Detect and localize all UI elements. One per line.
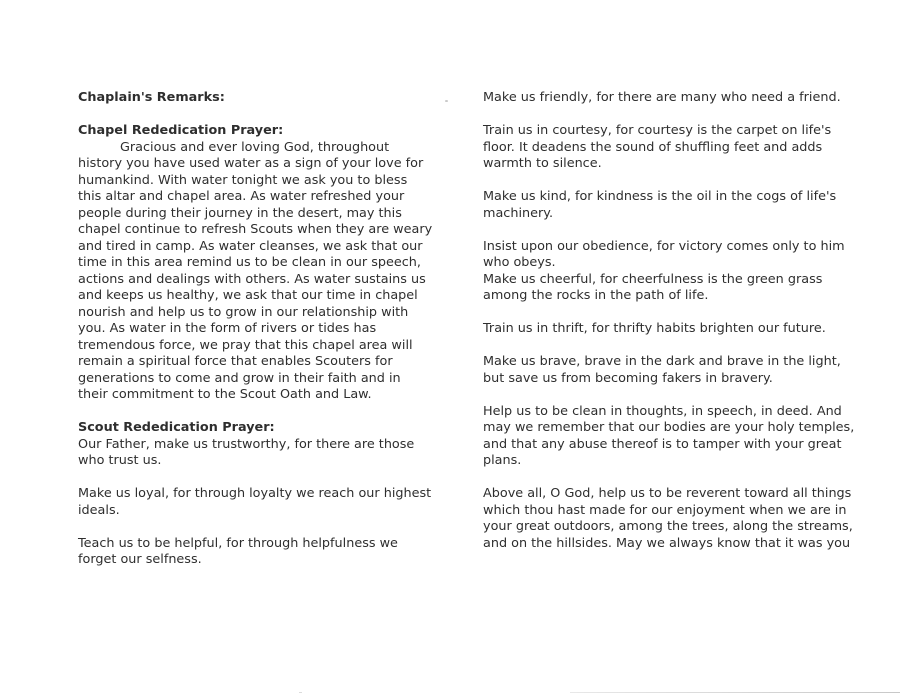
prayer-paragraph: Insist upon our obedience, for victory comes only to him who obeys. bbox=[483, 238, 845, 270]
prayer-paragraph: Our Father, make us trustworthy, for there are those who trust us. bbox=[78, 436, 415, 468]
scan-artifact-edge-line bbox=[570, 692, 900, 693]
scan-artifact-speck bbox=[445, 100, 448, 102]
prayer-paragraph: Train us in courtesy, for courtesy is the carpet on life's floor. It deadens the sound of shuffling feet and adds warmth to silence. bbox=[483, 123, 832, 171]
chapel-rededication-prayer-body: Gracious and ever loving God, throughout history you have used water as a sign of your love for humankind. With water tonight we ask you to bless this altar and chapel area. As water refreshed your people during their journey in the desert, may this chapel continue to refresh Scouts when they are weary and tired in camp. As water cleanses, we ask that our time in this area remind us to be clean in our speech, actions and dealings with others. As water sustains us and keeps us healthy, we ask that our time in chapel nourish and help us to grow in our relationship with you. As water in the form of rivers or tides has tremendous force, we pray that this chapel area will remain a spiritual force that enables Scouters for generations to come and grow in their faith and in their commitment to the Scout Oath and Law. bbox=[78, 139, 433, 402]
scan-artifact-tick bbox=[299, 692, 302, 693]
scout-prayer-paragraphs bbox=[78, 437, 434, 569]
prayer-paragraph: Teach us to be helpful, for through helpfulness we forget our selfness. bbox=[78, 535, 398, 567]
prayer-paragraph: Train us in thrift, for thrifty habits brighten our future. bbox=[483, 321, 826, 336]
chapel-rededication-prayer-heading: Chapel Rededication Prayer: bbox=[78, 123, 284, 138]
prayer-paragraph: Make us friendly, for there are many who need a friend. bbox=[483, 90, 841, 105]
scout-prayer-continued-paragraphs bbox=[483, 90, 855, 552]
chaplains-remarks-heading: Chaplain's Remarks: bbox=[78, 90, 225, 105]
prayer-paragraph: Make us kind, for kindness is the oil in the cogs of life's machinery. bbox=[483, 189, 837, 221]
right-column bbox=[483, 90, 855, 552]
prayer-paragraph: Make us loyal, for through loyalty we reach our highest ideals. bbox=[78, 486, 432, 518]
prayer-paragraph: Make us brave, brave in the dark and brave in the light, but save us from becoming fakers in bravery. bbox=[483, 354, 841, 386]
prayer-paragraph: Make us cheerful, for cheerfulness is the green grass among the rocks in the path of life. bbox=[483, 271, 823, 303]
left-column bbox=[78, 90, 434, 569]
prayer-paragraph: Above all, O God, help us to be reverent toward all things which thou hast made for our enjoyment when we are in your great outdoors, among the trees, along the streams, and on the hillsides. May we always know that it was you bbox=[483, 486, 853, 551]
scout-rededication-prayer-heading: Scout Rededication Prayer: bbox=[78, 420, 275, 435]
prayer-paragraph: Help us to be clean in thoughts, in speech, in deed. And may we remember that our bodies are your holy temples, and that any abuse thereof is to tamper with your great plans. bbox=[483, 403, 855, 468]
